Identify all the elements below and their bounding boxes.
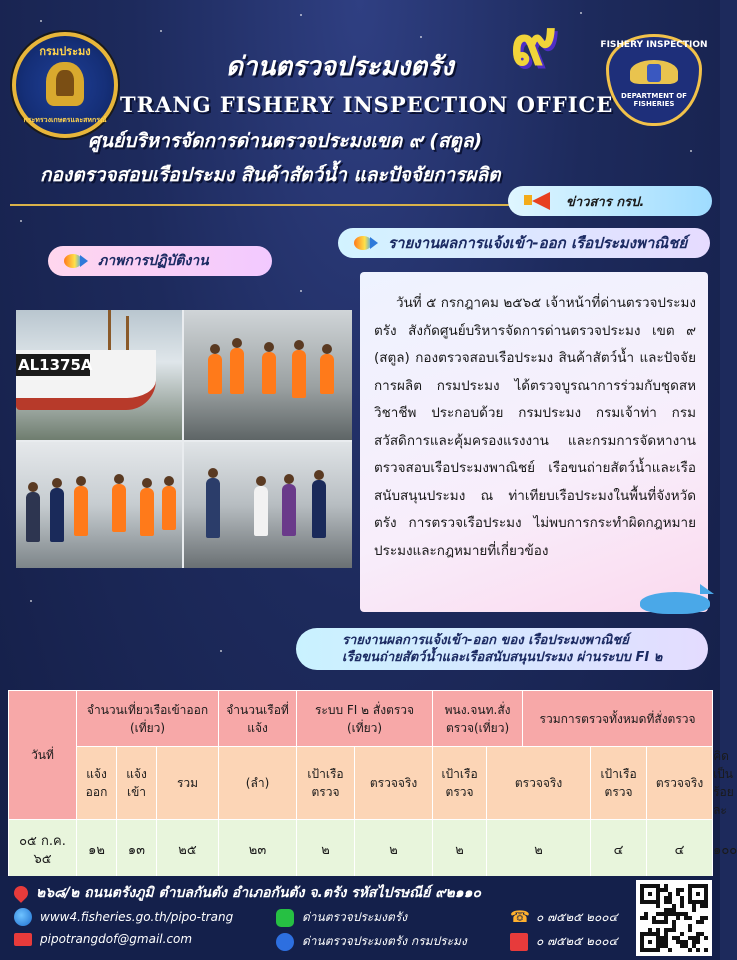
person <box>112 484 126 532</box>
star <box>20 220 22 222</box>
cell-in: ๑๓ <box>117 820 157 882</box>
megaphone-icon <box>520 192 556 210</box>
cell-fi2-target: ๒ <box>297 820 355 882</box>
footer-phone-row[interactable] <box>510 908 618 927</box>
footer-line-row[interactable] <box>276 908 407 927</box>
office-title-thai: ด่านตรวจประมงตรัง <box>226 52 454 82</box>
subheader-fi2-actual: ตรวจจริง <box>355 747 433 820</box>
cell-pipo-actual: ๒ <box>487 820 591 882</box>
qr-module <box>704 948 708 952</box>
subheader-fi2-target: เป้าเรือตรวจ <box>297 747 355 820</box>
news-tag <box>508 186 712 216</box>
cell-total-target: ๔ <box>591 820 647 882</box>
cell-date: ๐๕ ก.ค. ๖๕ <box>9 820 77 882</box>
photo-inspection-team <box>184 310 352 440</box>
logo-text-top: FISHERY INSPECTION <box>600 40 708 50</box>
line-app-icon <box>276 909 294 927</box>
person <box>74 486 88 536</box>
person <box>282 484 296 536</box>
news-tag-label: ข่าวสาร กรป. <box>566 194 645 210</box>
subheader-total-actual: ตรวจจริง <box>647 747 713 820</box>
footer-facebook-row[interactable] <box>276 932 467 951</box>
header-trips: จำนวนเที่ยวเรือเข้าออก (เที่ยว) <box>77 691 219 747</box>
star <box>420 36 422 38</box>
subheader-unit: (ลำ) <box>219 747 297 820</box>
star <box>40 20 42 22</box>
mail-icon <box>14 933 32 946</box>
star <box>30 600 32 602</box>
star <box>580 12 582 14</box>
star <box>690 150 692 152</box>
person <box>208 354 222 394</box>
wings-icon <box>630 60 678 84</box>
report-text-box <box>360 272 708 612</box>
seal-text-top: กรมประมง <box>39 45 91 58</box>
photo-crew-check <box>16 442 182 568</box>
cell-sum: ๒๕ <box>157 820 219 882</box>
summary-title-line1: รายงานผลการแจ้งเข้า-ออก ของ เรือประมงพาณิชย์ <box>342 633 629 648</box>
photo-document-review <box>184 442 352 568</box>
star <box>300 14 302 16</box>
footer-fax: ๐ ๗๕๒๕ ๒๐๐๔ <box>536 934 618 948</box>
footer-facebook[interactable]: ด่านตรวจประมงตรัง กรมประมง <box>302 934 467 948</box>
star <box>160 30 162 32</box>
summary-table: วันที่ จำนวนเที่ยวเรือเข้าออก (เที่ยว) จำนวนเรือที่แจ้ง ระบบ FI ๒ สั่งตรวจ (เที่ยว) พนง.จนท.สั่งตรวจ(เที่ยว) รวมการตรวจทั้งหมดที่สั่งตรวจ แจ้งออก แจ้งเข้า รวม (ลำ) เป้าเรือตรวจ ตรวจจริง เป้าเรือตรวจ ตรวจจริง เป้าเรือตรวจ ตรวจจริง คิดเป็นร้อยละ ๐๕ ก.ค. ๖๕ ๑๒ ๑๓ ๒๕ ๒๓ ๒ ๒ ๒ ๒ ๔ ๔ ๑๐๐ <box>8 690 712 866</box>
emblem-icon <box>46 62 84 106</box>
subheader-out: แจ้งออก <box>77 747 117 820</box>
cell-out: ๑๒ <box>77 820 117 882</box>
divider <box>10 204 510 206</box>
subheader-pipo-target: เป้าเรือตรวจ <box>433 747 487 820</box>
qr-code-pattern <box>640 884 708 952</box>
summary-title-line2: เรือขนถ่ายสัตว์น้ำและเรือสนับสนุนประมง ผ่านระบบ FI ๒ <box>342 650 663 665</box>
whale-icon <box>640 592 710 614</box>
footer-address: ๒๖๘/๒ ถนนตรังภูมิ ตำบลกันตัง อำเภอกันตัง จ.ตรัง รหัสไปรษณีย์ ๙๒๑๑๐ <box>36 885 482 901</box>
center-subtitle: ศูนย์บริหารจัดการด่านตรวจประมงเขต ๙ (สตูล) <box>88 130 483 152</box>
report-section-label: รายงานผลการแจ้งเข้า-ออก เรือประมงพาณิชย์ <box>388 234 688 252</box>
footer-email[interactable]: pipotrangdof@gmail.com <box>40 932 193 946</box>
subheader-pipo-actual: ตรวจจริง <box>487 747 591 820</box>
footer-phone[interactable]: ๐ ๗๕๒๕ ๒๐๐๔ <box>536 910 618 924</box>
activities-section-title <box>48 246 272 276</box>
person <box>292 350 306 398</box>
person <box>320 354 334 394</box>
report-section-title <box>338 228 710 258</box>
person <box>262 352 276 394</box>
footer-fax-row <box>510 932 618 951</box>
division-subtitle: กองตรวจสอบเรือประมง สินค้าสัตว์น้ำ และปัจจัยการผลิต <box>40 164 501 186</box>
person <box>254 486 268 536</box>
table-row: ๐๕ ก.ค. ๖๕ ๑๒ ๑๓ ๒๕ ๒๓ ๒ ๒ ๒ ๒ ๔ ๔ ๑๐๐ <box>9 820 713 882</box>
activities-section-label: ภาพการปฏิบัติงาน <box>98 253 209 269</box>
summary-section-title <box>296 628 708 670</box>
boat-registration: AL1375A <box>18 356 93 374</box>
qr-code[interactable] <box>636 880 712 956</box>
fax-icon <box>510 933 528 951</box>
footer-email-row[interactable] <box>14 932 192 946</box>
person <box>50 488 64 542</box>
cell-fi2-actual: ๒ <box>355 820 433 882</box>
header-date: วันที่ <box>9 691 77 820</box>
star <box>220 650 222 652</box>
location-pin-icon <box>11 883 31 903</box>
facebook-icon <box>276 933 294 951</box>
photo-collage <box>16 310 352 568</box>
star <box>300 290 302 292</box>
person <box>206 478 220 538</box>
phone-icon <box>510 909 528 927</box>
fish-icon <box>62 252 88 270</box>
cell-total-actual: ๔ <box>647 820 713 882</box>
logo-text-bottom: DEPARTMENT OF FISHERIES <box>621 92 687 108</box>
cell-boats: ๒๓ <box>219 820 297 882</box>
subheader-in: แจ้งเข้า <box>117 747 157 820</box>
globe-icon <box>14 908 32 926</box>
person <box>230 348 244 394</box>
person <box>312 480 326 538</box>
department-of-fisheries-seal <box>12 32 118 138</box>
header-fi2: ระบบ FI ๒ สั่งตรวจ (เที่ยว) <box>297 691 433 747</box>
footer-website[interactable]: www4.fisheries.go.th/pipo-trang <box>40 910 234 924</box>
footer-line[interactable]: ด่านตรวจประมงตรัง <box>302 910 408 924</box>
region-numeral: ๙ <box>510 5 557 80</box>
footer-website-row[interactable] <box>14 908 233 926</box>
subheader-total-target: เป้าเรือตรวจ <box>591 747 647 820</box>
subheader-sum: รวม <box>157 747 219 820</box>
cell-pipo-target: ๒ <box>433 820 487 882</box>
person <box>140 488 154 536</box>
header-pipo: พนง.จนท.สั่งตรวจ(เที่ยว) <box>433 691 523 747</box>
header-boats: จำนวนเรือที่แจ้ง <box>219 691 297 747</box>
photo-fishing-boat <box>16 310 182 440</box>
seal-text-bottom: กระทรวงเกษตรและสหกรณ์ <box>23 116 107 124</box>
person <box>162 486 176 530</box>
fish-icon <box>352 234 378 252</box>
fishery-inspection-logo <box>600 30 708 130</box>
header-total: รวมการตรวจทั้งหมดที่สั่งตรวจ <box>523 691 713 747</box>
footer-address-row <box>14 882 481 904</box>
office-title-english: TRANG FISHERY INSPECTION OFFICE <box>120 92 614 117</box>
person <box>26 492 40 542</box>
report-paragraph: วันที่ ๕ กรกฎาคม ๒๕๖๕ เจ้าหน้าที่ด่านตรวจประมงตรัง สังกัดศูนย์บริหารจัดการด่านตรวจประมง เขต ๙ (สตูล) กองตรวจสอบเรือประมง สินค้าสัตว์น้ำ และปัจจัยการผลิต กรมประมง ได้ตรวจบูรณาการร่วมกับชุดสหวิชาชีพ ประกอบด้วย กรมประมง กรมเจ้าท่า กรมสวัสดิการและคุ้มครองแรงงาน และกรมการจัดหางาน ตรวจสอบเรือประมงพาณิชย์ เรือขนถ่ายสัตว์น้ำและเรือสนับสนุนประมง ณ ท่าเทียบเรือประมงในพื้นที่จังหวัดตรัง การตรวจเรือประมง ไม่พบการกระทำผิดกฎหมายประมงและกฎหมายที่เกี่ยวข้อง <box>374 295 696 559</box>
